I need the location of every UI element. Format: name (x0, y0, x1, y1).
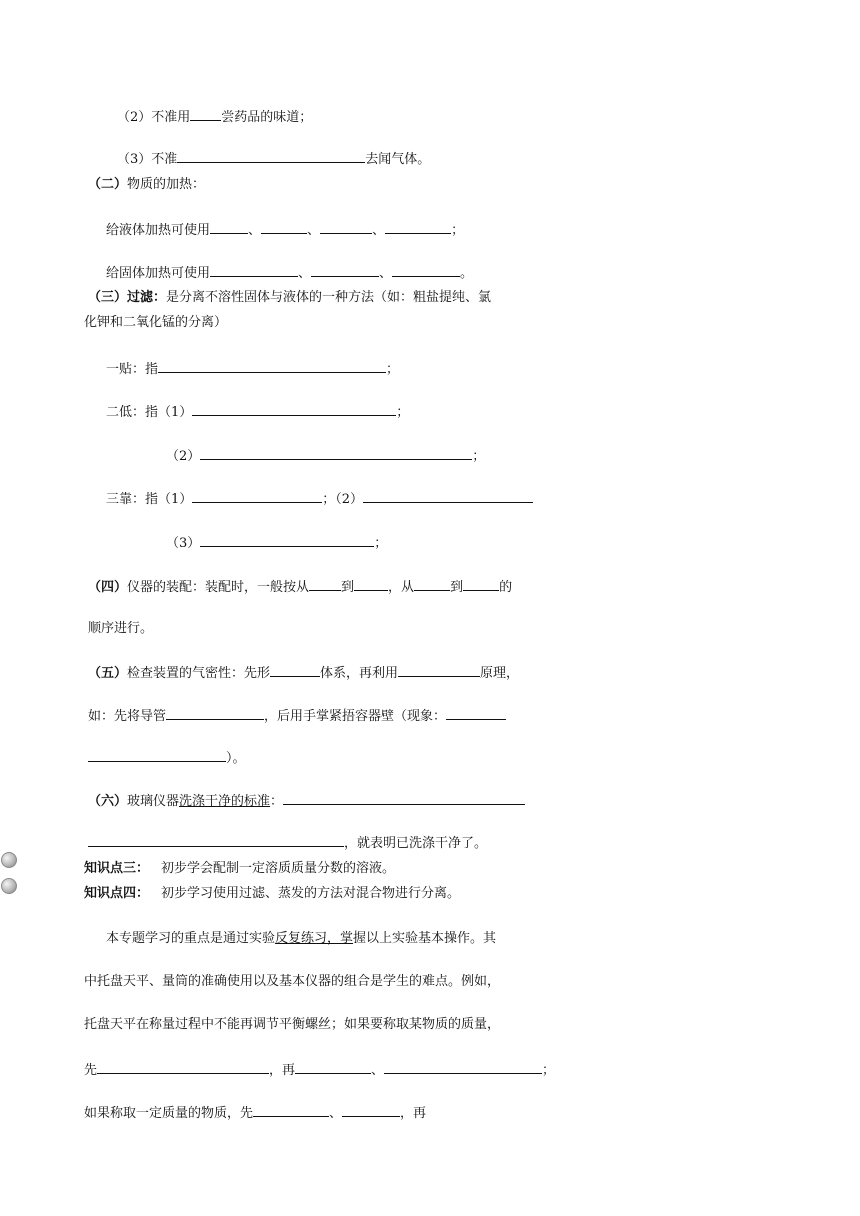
yitie-label: 一贴：指 (106, 362, 159, 377)
bullet-icon (1, 878, 17, 894)
assembly-text: 到 (450, 580, 464, 595)
semicolon: ； (451, 223, 465, 238)
semicolon: ； (374, 536, 388, 551)
blank-field[interactable] (414, 578, 450, 591)
blank-field[interactable] (320, 221, 372, 234)
summary-text: 先 (84, 1063, 98, 1078)
knowledge-4-text: 初步学习使用过滤、蒸发的方法对混合物进行分离。 (161, 886, 461, 901)
blank-field[interactable] (210, 264, 298, 277)
blank-field[interactable] (363, 490, 533, 503)
heating-title-text: 物质的加热： (127, 177, 206, 192)
heating-heading (88, 176, 205, 194)
filtering-desc-2: 化钾和二氧化锰的分离） (84, 315, 228, 330)
blank-field[interactable] (283, 792, 525, 805)
clean-line-2 (88, 834, 487, 853)
airtight-line-3 (88, 749, 246, 768)
blank-field[interactable] (200, 534, 374, 547)
blank-field[interactable] (261, 221, 307, 234)
blank-field[interactable] (190, 108, 221, 121)
blank-field[interactable] (253, 1104, 329, 1117)
summary-text: 托盘天平在称量过程中不能再调节平衡螺丝；如果要称取某物质的质量， (84, 1017, 501, 1032)
filtering-sankao-3 (166, 534, 387, 553)
blank-field[interactable] (384, 1061, 542, 1074)
blank-field[interactable] (446, 707, 506, 720)
airtight-text: 检查装置的气密性：先形 (127, 666, 271, 681)
summary-text: 如果称取一定质量的物质，先 (84, 1106, 254, 1121)
blank-field[interactable] (192, 403, 396, 416)
sankao-2-label: ；（2） (322, 492, 364, 507)
summary-text: 握以上实验基本操作。其 (353, 931, 497, 946)
assembly-title: （四） (88, 580, 128, 595)
assembly-text: 的 (499, 580, 513, 595)
bullet-icon (1, 852, 17, 868)
blank-field[interactable] (392, 264, 460, 277)
heating-solid-label: 给固体加热可使用 (106, 266, 211, 281)
knowledge-4 (84, 885, 460, 903)
clean-underlined-text: 洗涤干净的标准 (179, 794, 271, 809)
assembly-text: ，从 (388, 580, 415, 595)
airtight-text: ）。 (226, 751, 246, 766)
filtering-heading (88, 289, 491, 307)
airtight-text: 体系，再利用 (320, 666, 399, 681)
blank-field[interactable] (270, 664, 320, 677)
blank-field[interactable] (158, 360, 386, 373)
blank-field[interactable] (177, 150, 365, 163)
summary-line-2 (84, 973, 500, 991)
separator: 、 (298, 266, 312, 281)
summary-underlined-text: 反复练习，掌 (275, 931, 354, 946)
blank-field[interactable] (398, 664, 480, 677)
filtering-erdi (106, 403, 409, 422)
assembly-line-1 (88, 578, 512, 597)
blank-field[interactable] (97, 1061, 269, 1074)
period: 。 (460, 266, 474, 281)
airtight-line-2 (88, 707, 506, 726)
assembly-text: 到 (341, 580, 355, 595)
rule-2-post: 尝药品的味道； (221, 110, 313, 125)
summary-line-5 (84, 1104, 426, 1123)
summary-line-1 (106, 930, 496, 948)
airtight-text: 如：先将导管 (88, 709, 167, 724)
knowledge-3 (84, 860, 395, 878)
knowledge-3-text: 初步学会配制一定溶质质量分数的溶液。 (161, 861, 396, 876)
heating-solid (106, 264, 473, 283)
filtering-erdi-2 (166, 447, 485, 466)
summary-text: 本专题学习的重点是通过实验 (106, 931, 276, 946)
assembly-text: 仪器的装配：装配时，一般按从 (127, 580, 310, 595)
erdi-2-label: （2） (166, 449, 201, 464)
sankao-3-label: （3） (166, 536, 201, 551)
summary-text: 、 (371, 1063, 385, 1078)
blank-field[interactable] (192, 490, 322, 503)
separator: 、 (307, 223, 321, 238)
blank-field[interactable] (88, 834, 344, 847)
knowledge-4-label: 知识点四： (84, 886, 150, 901)
erdi-label: 二低：指（1） (106, 405, 193, 420)
filtering-desc-1: 是分离不溶性固体与液体的一种方法（如：粗盐提纯、氯 (166, 290, 492, 305)
blank-field[interactable] (295, 1061, 371, 1074)
clean-line-1 (88, 792, 525, 811)
semicolon: ； (396, 405, 410, 420)
knowledge-3-label: 知识点三： (84, 861, 150, 876)
summary-text: ，再 (400, 1106, 427, 1121)
blank-field[interactable] (463, 578, 499, 591)
heating-liquid-label: 给液体加热可使用 (106, 223, 211, 238)
clean-text: ： (270, 794, 284, 809)
airtight-text: ，后用手掌紧捂容器壁（现象： (264, 709, 447, 724)
blank-field[interactable] (385, 221, 451, 234)
airtight-line-1 (88, 664, 519, 683)
separator: 、 (248, 223, 262, 238)
rule-2-pre: （2）不准用 (117, 110, 191, 125)
summary-line-3 (84, 1016, 500, 1034)
filtering-yitie (106, 360, 399, 379)
sankao-label: 三靠：指（1） (106, 492, 193, 507)
filtering-title: （三）过滤： (88, 290, 167, 305)
airtight-text: 原理， (480, 666, 520, 681)
rule-3-post: 去闻气体。 (365, 152, 431, 167)
separator: 、 (379, 266, 393, 281)
blank-field[interactable] (166, 707, 264, 720)
clean-text: 玻璃仪器 (127, 794, 180, 809)
summary-text: ； (542, 1063, 556, 1078)
assembly-line-2 (88, 620, 153, 638)
airtight-title: （五） (88, 666, 128, 681)
separator: 、 (372, 223, 386, 238)
blank-field[interactable] (200, 447, 472, 460)
heating-liquid (106, 221, 464, 240)
blank-field[interactable] (342, 1104, 400, 1117)
semicolon: ； (386, 362, 400, 377)
clean-title: （六） (88, 794, 128, 809)
filtering-desc-line-2 (84, 314, 227, 332)
summary-text: 中托盘天平、量筒的准确使用以及基本仪器的组合是学生的难点。例如， (84, 974, 501, 989)
summary-text: 、 (329, 1106, 343, 1121)
clean-text: ，就表明已洗涤干净了。 (344, 836, 488, 851)
rule-3 (117, 150, 430, 169)
summary-text: ，再 (269, 1063, 296, 1078)
blank-field[interactable] (309, 578, 341, 591)
rule-3-pre: （3）不准 (117, 152, 178, 167)
assembly-text: 顺序进行。 (88, 621, 154, 636)
blank-field[interactable] (354, 578, 388, 591)
blank-field[interactable] (210, 221, 248, 234)
blank-field[interactable] (311, 264, 379, 277)
summary-line-4 (84, 1061, 555, 1080)
rule-2 (117, 108, 312, 127)
blank-field[interactable] (88, 749, 226, 762)
semicolon: ； (472, 449, 486, 464)
filtering-sankao (106, 490, 533, 509)
heating-title: （二） (88, 177, 128, 192)
